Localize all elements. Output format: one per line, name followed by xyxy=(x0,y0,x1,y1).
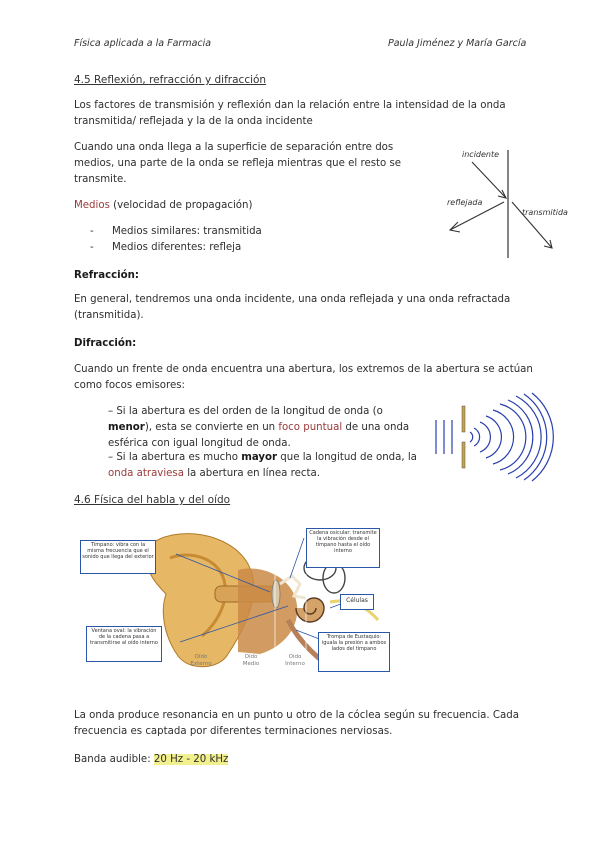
header-left: Física aplicada a la Farmacia xyxy=(74,38,212,49)
eardrum xyxy=(272,580,280,608)
label-reflejada: reflejada xyxy=(447,198,483,207)
label-trompa-eustaquio: Trompa de Eustaquio: iguala la presión a ambos lados del tímpano xyxy=(318,632,390,672)
region-oido-interno: Oído Interno xyxy=(285,654,305,667)
banda-audible-line xyxy=(74,752,228,768)
diffraction-diagram xyxy=(428,392,578,482)
label-incidente: incidente xyxy=(462,150,500,159)
medios-word: Medios xyxy=(74,200,110,211)
header-right: Paula Jiménez y María García xyxy=(388,38,527,49)
difraccion-bullet-1: – Si la abertura es del orden de la longitud de onda (o menor), esta se convierte en un foco puntual de una onda esférica con igual longitud de onda. xyxy=(108,406,410,449)
refraccion-paragraph: En general, tendremos una onda incidente, una onda reflejada y una onda refractada (transmitida). xyxy=(74,294,511,321)
section-title-4-6: 4.6 Física del habla y del oído xyxy=(74,494,231,506)
medios-list xyxy=(90,224,262,256)
label-celulas: Células xyxy=(340,594,374,610)
label-timpano: Tímpano: vibra con la misma frecuencia que el sonido que llega del exterior xyxy=(80,540,156,574)
barrier-bottom xyxy=(462,442,465,468)
plane-wavefronts xyxy=(436,420,452,454)
label-transmitida: transmitida xyxy=(522,208,568,217)
label-ventana-oval: Ventana oval: la vibración de la cadena pasa a transmitirse al oído interno xyxy=(86,626,162,662)
reflection-paragraph: Cuando una onda llega a la superficie de separación entre dos medios, una parte de la onda se refleja mientras que el resto se transmite. xyxy=(74,142,402,185)
region-oido-medio: Oído Medio xyxy=(242,654,260,667)
difraccion-bullet-2: – Si la abertura es mucho mayor que la longitud de onda, la onda atraviesa la abertura en línea recta. xyxy=(108,452,417,479)
medios-line xyxy=(74,198,252,214)
list-item: - Medios similares: transmitida xyxy=(90,224,262,240)
refraccion-title: Refracción: xyxy=(74,270,139,281)
label-cadena-osicular: Cadena osicular: transmite la vibración desde el tímpano hasta el oído interno xyxy=(306,528,380,568)
region-oido-externo: Oído Externo xyxy=(190,654,212,667)
incident-arrow xyxy=(472,162,506,198)
section-title-4-5: 4.5 Reflexión, refracción y difracción xyxy=(74,74,267,86)
list-item: - Medios diferentes: refleja xyxy=(90,240,262,256)
cochlea-paragraph: La onda produce resonancia en un punto u otro de la cóclea según su frecuencia. Cada frecuencia es captada por diferentes terminaciones nerviosas. xyxy=(74,710,519,737)
banda-audible-value: 20 Hz - 20 kHz xyxy=(153,754,229,765)
difraccion-paragraph: Cuando un frente de onda encuentra una abertura, los extremos de la abertura se actúan como focos emisores: xyxy=(74,364,533,391)
difraccion-title: Difracción: xyxy=(74,338,137,349)
medios-rest: (velocidad de propagación) xyxy=(109,200,253,211)
intro-paragraph: Los factores de transmisión y reflexión dan la relación entre la intensidad de la onda transmitida/ reflejada y la de la onda incidente xyxy=(74,100,506,127)
banda-audible-label: Banda audible: xyxy=(74,754,154,765)
spherical-wavefronts xyxy=(470,393,553,481)
barrier-top xyxy=(462,406,465,432)
